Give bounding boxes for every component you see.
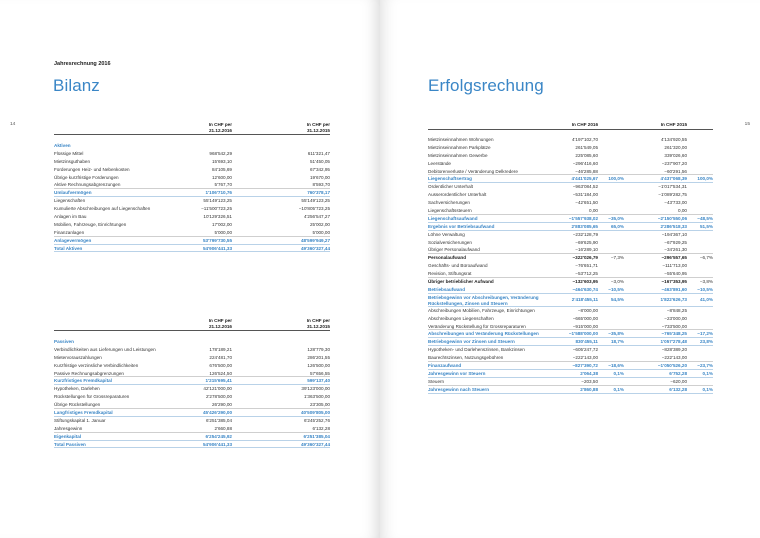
percent-2015: −3,8% [699, 279, 713, 285]
value-2015: −237'907,20 [661, 160, 687, 166]
row-label: Stiftungskapital 1. Januar [54, 417, 106, 423]
value-2016: −665'000,00 [572, 315, 598, 321]
percent-2015: 0,1% [702, 370, 713, 376]
value-2015: 1'363'500,00 [303, 394, 330, 400]
value-2016: 6'254'245,92 [205, 433, 232, 439]
percent-2016: −10,5% [608, 286, 624, 292]
value-2015: 57'656,55 [309, 370, 330, 376]
row-label: Total Passiven [54, 441, 86, 447]
table-row [428, 191, 713, 199]
table-row [54, 174, 330, 182]
value-2015: −222'143,00 [661, 355, 687, 361]
table-row [428, 144, 713, 152]
value-2016: 2'660,88 [214, 425, 232, 431]
value-2016: −296'416,60 [572, 160, 598, 166]
table-row [428, 231, 713, 239]
table-row [54, 237, 330, 245]
value-2016: 2'278'500,00 [205, 394, 232, 400]
table-row [428, 386, 713, 394]
value-2015: 67'342,95 [309, 166, 330, 172]
table-aktiven [54, 120, 330, 252]
row-label: Baurechtszinsen, Nutzungsgebühren [428, 355, 504, 361]
right-page [380, 0, 760, 538]
table-row [428, 286, 713, 294]
table-row [428, 338, 713, 346]
row-label: Verbindlichkeiten aus Lieferungen und Leistungen [54, 346, 156, 352]
value-2015: −8'848,25 [666, 307, 687, 313]
table-row [428, 168, 713, 176]
table-row [54, 150, 330, 158]
value-2016: −605'247,72 [572, 347, 598, 353]
value-2016: −46'285,88 [575, 168, 598, 174]
table-row [428, 152, 713, 160]
value-2015: 49'360'327,44 [300, 245, 330, 251]
value-2015: 760'378,17 [307, 190, 330, 196]
row-label: Forderungen Heiz- und Nebenkosten [54, 166, 130, 172]
value-2016: −132'603,95 [572, 279, 598, 285]
percent-2016: −18,6% [608, 363, 624, 369]
table-row [428, 254, 713, 262]
row-label: Langfristiges Fremdkapital [54, 410, 113, 416]
value-2016: −1'588'000,00 [568, 331, 598, 337]
percent-2015: 0,1% [702, 386, 713, 392]
table-row [428, 346, 713, 354]
table-row [54, 221, 330, 229]
row-label: Löhne Verwaltung [428, 231, 465, 237]
table-row [54, 245, 330, 253]
value-2016: 224'481,70 [209, 354, 232, 360]
running-head: Jahresrechnung 2016 [54, 61, 111, 67]
value-2015: 6'132,28 [312, 425, 330, 431]
row-label: Aktiven [54, 143, 71, 148]
row-label: Rückstellungen für Grossreparaturen [54, 394, 130, 400]
value-2015: 599'137,40 [307, 378, 330, 384]
table-row [428, 378, 713, 386]
value-2016: 676'500,00 [209, 362, 232, 368]
value-2016: 2'418'455,11 [571, 296, 598, 302]
table-row [428, 136, 713, 144]
row-label: Passive Rechnungsabgrenzungen [54, 370, 124, 376]
page-title-bilanz: Bilanz [53, 76, 100, 95]
row-label: Revision, Stiftungsrat [428, 271, 472, 277]
row-label: Liegenschaftsertrag [428, 176, 472, 182]
value-2015: −10'805'723,25 [298, 206, 330, 212]
value-2016: 1'215'695,41 [205, 378, 232, 384]
value-2016: 15'693,10 [211, 158, 232, 164]
value-2016: 126'524,50 [209, 370, 232, 376]
value-2016: 10'129'326,51 [203, 214, 232, 220]
percent-2015: −23,7% [697, 363, 713, 369]
value-2016: −42'651,50 [575, 200, 598, 206]
value-2016: 26'290,00 [211, 402, 232, 408]
row-label: Kumulierte Abschreibungen auf Liegenschaften [54, 206, 151, 212]
row-label: Personalaufwand [428, 255, 467, 261]
value-2015: 611'321,47 [307, 150, 330, 156]
table-row [54, 393, 330, 401]
percent-2016: −35,8% [608, 331, 624, 337]
value-2015: 4'437'068,39 [660, 176, 687, 182]
table-row [54, 385, 330, 393]
row-label: Veränderung Rückstellung für Grossreparaturen [428, 323, 526, 329]
value-2015: −463'891,60 [661, 286, 687, 292]
value-2016: 1'106'710,76 [205, 190, 232, 196]
value-2015: 19'670,00 [309, 174, 330, 180]
table-row [54, 166, 330, 174]
row-label: Betriebsaufwand [428, 286, 466, 292]
table-header [54, 316, 330, 331]
value-2015: 2'286'518,33 [660, 223, 687, 229]
page-number-left: 14 [10, 122, 16, 127]
row-label: Ordentlicher Unterhalt [428, 184, 473, 190]
col-header-2015: In CHF per 31.12.2015 [306, 318, 330, 329]
table-row [54, 346, 330, 354]
value-2015: 23'305,00 [309, 402, 330, 408]
percent-2016: 0,1% [613, 370, 624, 376]
value-2016: 2'883'085,65 [571, 223, 598, 229]
table-row [54, 377, 330, 385]
row-label: Eigenkapital [54, 433, 82, 439]
row-label: Umlaufvermögen [54, 190, 92, 196]
value-2016: 4'197'102,70 [571, 137, 598, 142]
table-row [54, 197, 330, 205]
value-2015: 6'251'385,04 [303, 433, 330, 439]
table-row [428, 215, 713, 223]
page-title-erfolgsrechnung: Erfolgsrechung [428, 76, 544, 95]
value-2016: 54'906'441,33 [202, 245, 232, 251]
row-label: Übrige kurzfristige Forderungen [54, 174, 119, 180]
row-label: Jahresgewinn [54, 425, 83, 431]
table-row [428, 362, 713, 370]
row-label: Abschreibungen und Veränderung Rückstellungen [428, 331, 539, 337]
row-label: Abschreibungen Mobilien, Fahrzeuge, Einrichtungen [428, 307, 535, 313]
value-2015: −167'353,95 [661, 279, 687, 285]
table-row [428, 183, 713, 191]
row-label: Liegenschaften [54, 198, 86, 204]
table-row [428, 270, 713, 278]
table-row [54, 425, 330, 433]
table-row [54, 354, 330, 362]
value-2016: 830'455,11 [575, 339, 598, 345]
percent-2016: 0,1% [613, 386, 624, 392]
table-erfolgsrechnung [428, 120, 713, 394]
row-label: Liegenschaftssteuern [428, 208, 472, 214]
table-row [54, 370, 330, 378]
value-2016: −203,50 [581, 378, 598, 384]
col-header-2016: In CHF per 21.12.2016 [208, 318, 232, 329]
value-2016: −16'289,10 [575, 247, 598, 253]
value-2015: −23'000,00 [664, 315, 687, 321]
row-label: Jahresgewinn vor Steuern [428, 370, 486, 376]
value-2016: −531'184,00 [572, 192, 598, 198]
value-2015: 40'509'805,00 [300, 410, 330, 416]
value-2016: 261'549,05 [575, 144, 598, 150]
value-2016: 2'064,38 [580, 370, 598, 376]
table-row [428, 307, 713, 315]
value-2015: 1'057'278,48 [660, 339, 687, 345]
row-label: Leerstände [428, 160, 451, 166]
value-2015: 25'002,00 [309, 221, 330, 227]
table-row [428, 246, 713, 254]
value-2015: 128'779,30 [307, 346, 330, 352]
row-label: Übriger Personalaufwand [428, 247, 480, 253]
row-label: Mietervorauszahlungen [54, 354, 102, 360]
value-2015: −733'500,00 [661, 323, 687, 329]
row-label: Kurzfristige verzinsliche Verbindlichkeiten [54, 362, 139, 368]
table-row [428, 278, 713, 286]
value-2016: 5'767,70 [214, 182, 232, 188]
value-2016: −915'000,00 [572, 323, 598, 329]
value-2015: −43'733,00 [664, 200, 687, 206]
percent-2015: 23,8% [699, 339, 713, 345]
value-2015: −1'089'282,75 [658, 192, 687, 198]
row-label: Aktive Rechnungsabgrenzungen [54, 182, 121, 188]
value-2015: 339'026,60 [664, 152, 687, 158]
table-row [428, 207, 713, 215]
table-row [428, 354, 713, 362]
table-row [54, 362, 330, 370]
table-row [54, 441, 330, 449]
percent-2015: −17,2% [697, 331, 713, 337]
table-row [54, 158, 330, 166]
percent-2016: −35,0% [608, 215, 624, 221]
row-label: Jahresgewinn nach Steuern [428, 386, 490, 392]
value-2016: 42'121'000,00 [203, 386, 232, 392]
row-label: Kurzfristiges Fremdkapital [54, 378, 112, 384]
value-2015: 261'320,00 [664, 144, 687, 150]
value-2016: 12'600,00 [211, 174, 232, 180]
value-2015: 6'132,28 [669, 386, 687, 392]
page-number-right: 15 [744, 122, 750, 127]
table-row [54, 417, 330, 425]
table-header [54, 120, 330, 135]
value-2015: −55'640,95 [664, 271, 687, 277]
value-2016: −464'630,74 [572, 286, 598, 292]
percent-2015: −10,5% [697, 286, 713, 292]
table-row [54, 433, 330, 441]
value-2016: −322'026,79 [572, 255, 598, 261]
table-row [428, 315, 713, 323]
row-label: Mietzinseinnahmen Gewerbe [428, 152, 488, 158]
value-2016: 178'189,21 [209, 346, 232, 352]
value-2016: −53'712,25 [575, 271, 598, 277]
row-label: Sachversicherungen [428, 200, 470, 206]
value-2016: −827'390,72 [572, 363, 598, 369]
row-label: Ausserordentlicher Unterhalt [428, 192, 487, 198]
value-2015: −2'150'550,06 [657, 215, 687, 221]
value-2016: 54'906'441,33 [202, 441, 232, 447]
table-row [428, 223, 713, 231]
value-2015: 0,00 [678, 208, 687, 214]
row-label: Mietzinseinnahmen Parkplätze [428, 144, 491, 150]
row-label: Mietzinsguthaben [54, 158, 91, 164]
percent-2015: −6,7% [699, 255, 713, 261]
table-row [428, 262, 713, 270]
value-2016: 2'860,88 [580, 386, 598, 392]
row-label: Übrige Rückstellungen [54, 402, 101, 408]
value-2015: −60'291,56 [664, 168, 687, 174]
row-label: Mobilien, Fahrzeuge, Einrichtungen [54, 221, 127, 227]
row-label: Finanzanlagen [54, 229, 85, 235]
row-label: Abschreibungen Liegenschaften [428, 315, 494, 321]
row-label: Sozialversicherungen [428, 239, 472, 245]
value-2016: 4'441'025,67 [571, 176, 598, 182]
row-label: Flüssige Mittel [54, 150, 84, 156]
table-row [428, 175, 713, 183]
percent-2016: −3,0% [610, 279, 624, 285]
table-row [54, 213, 330, 221]
row-label: Hypotheken- und Darlehenszinsen, Bankzinsen [428, 347, 525, 353]
value-2015: 6'752,28 [669, 370, 687, 376]
value-2015: 6'245'252,76 [303, 417, 330, 423]
table-header [428, 120, 713, 130]
value-2015: 4'134'920,55 [660, 137, 687, 142]
col-header-2015: In CHF 2015 [660, 122, 687, 127]
value-2016: −1'557'938,02 [568, 215, 598, 221]
col-header-2016: In CHF 2016 [571, 122, 598, 127]
value-2015: −828'389,20 [661, 347, 687, 353]
col-header-2015: In CHF per 31.12.2015 [306, 122, 330, 133]
value-2016: −963'084,52 [572, 184, 598, 190]
percent-2015: 41,0% [699, 296, 713, 302]
row-label: Total Aktiven [54, 245, 83, 251]
table-row [54, 409, 330, 417]
row-label: Liegenschaftsaufwand [428, 215, 478, 221]
value-2016: 53'799'730,55 [202, 237, 232, 243]
value-2016: 225'085,60 [575, 152, 598, 158]
percent-2016: 100,0% [608, 176, 624, 182]
row-label: Betriebsgewinn vor Zinsen und Steuern [428, 339, 515, 345]
table-row [428, 323, 713, 331]
table-row [428, 160, 713, 168]
row-label: Mietzinseinnahmen Wohnungen [428, 137, 494, 142]
value-2015: 4'256'547,27 [303, 214, 330, 220]
value-2016: −69'625,90 [575, 239, 598, 245]
row-label: Passiven [54, 339, 74, 344]
value-2015: 51'450,05 [309, 158, 330, 164]
value-2016: −232'128,79 [572, 231, 598, 237]
row-label: Übriger betrieblicher Aufwand [428, 279, 494, 285]
col-header-2016: In CHF per 21.12.2016 [208, 122, 232, 133]
value-2016: 84'105,69 [211, 166, 232, 172]
value-2015: 286'201,55 [307, 354, 330, 360]
table-row [54, 401, 330, 409]
value-2016: 0,00 [589, 208, 598, 214]
row-label: Anlagen im Bau [54, 214, 87, 220]
percent-2015: 100,0% [697, 176, 713, 182]
table-row [54, 181, 330, 189]
table-row [428, 294, 713, 307]
table-row [54, 205, 330, 213]
value-2015: −34'261,30 [664, 247, 687, 253]
table-row [428, 199, 713, 207]
value-2016: 5'000,00 [214, 229, 232, 235]
value-2016: 17'002,00 [211, 221, 232, 227]
value-2015: −111'713,00 [662, 263, 687, 269]
value-2015: −67'929,25 [664, 239, 687, 245]
table-row [428, 239, 713, 247]
row-label: Debitorenverluste / Veränderung Delkredere [428, 168, 518, 174]
value-2015: −194'367,10 [661, 231, 687, 237]
value-2015: −765'348,25 [661, 331, 687, 337]
value-2016: −11'500'723,25 [201, 206, 232, 212]
row-label: Ergebnis vor Betriebsaufwand [428, 223, 495, 229]
percent-2015: 51,5% [699, 223, 713, 229]
row-label: Geschäfts- und Büroaufwand [428, 263, 488, 269]
value-2015: 8'593,70 [312, 182, 330, 188]
value-2016: 6'251'385,04 [205, 417, 232, 423]
value-2016: −76'651,71 [575, 263, 598, 269]
table-row [54, 189, 330, 197]
row-label: Anlagevermögen [54, 237, 92, 243]
table-row [54, 142, 330, 150]
row-label: Steuern [428, 378, 445, 384]
row-label: Betriebsgewinn vor Abschreibungen, Veränderung Rückstellungen, Zinsen und Steuern [428, 295, 539, 307]
percent-2016: −7,3% [610, 255, 624, 261]
value-2015: 55'149'123,25 [301, 198, 330, 204]
table-row [428, 370, 713, 378]
value-2015: 39'123'000,00 [301, 386, 330, 392]
percent-2016: 18,7% [610, 339, 624, 345]
value-2015: −620,00 [670, 378, 687, 384]
table-row [54, 338, 330, 346]
table-row [54, 229, 330, 237]
value-2015: 126'500,00 [307, 362, 330, 368]
row-label: Finanzaufwand [428, 363, 462, 369]
value-2015: −1'050'526,20 [657, 363, 687, 369]
percent-2016: 65,0% [610, 223, 624, 229]
table-row [428, 330, 713, 338]
value-2015: 5'000,00 [312, 229, 330, 235]
percent-2015: −48,5% [697, 215, 713, 221]
value-2015: 1'822'626,73 [660, 296, 687, 302]
value-2016: −8'000,00 [577, 307, 598, 313]
value-2015: 48'599'949,27 [300, 237, 330, 243]
value-2016: 45'426'290,00 [202, 410, 232, 416]
table-passiven [54, 316, 330, 448]
value-2015: 49'360'327,44 [300, 441, 330, 447]
percent-2016: 54,5% [610, 296, 624, 302]
value-2015: −1'017'534,31 [658, 184, 687, 190]
value-2016: 55'149'123,25 [203, 198, 232, 204]
value-2016: −222'143,00 [572, 355, 598, 361]
value-2016: 968'542,29 [209, 150, 232, 156]
value-2015: −296'557,65 [661, 255, 687, 261]
row-label: Hypotheken, Darlehen [54, 386, 100, 392]
